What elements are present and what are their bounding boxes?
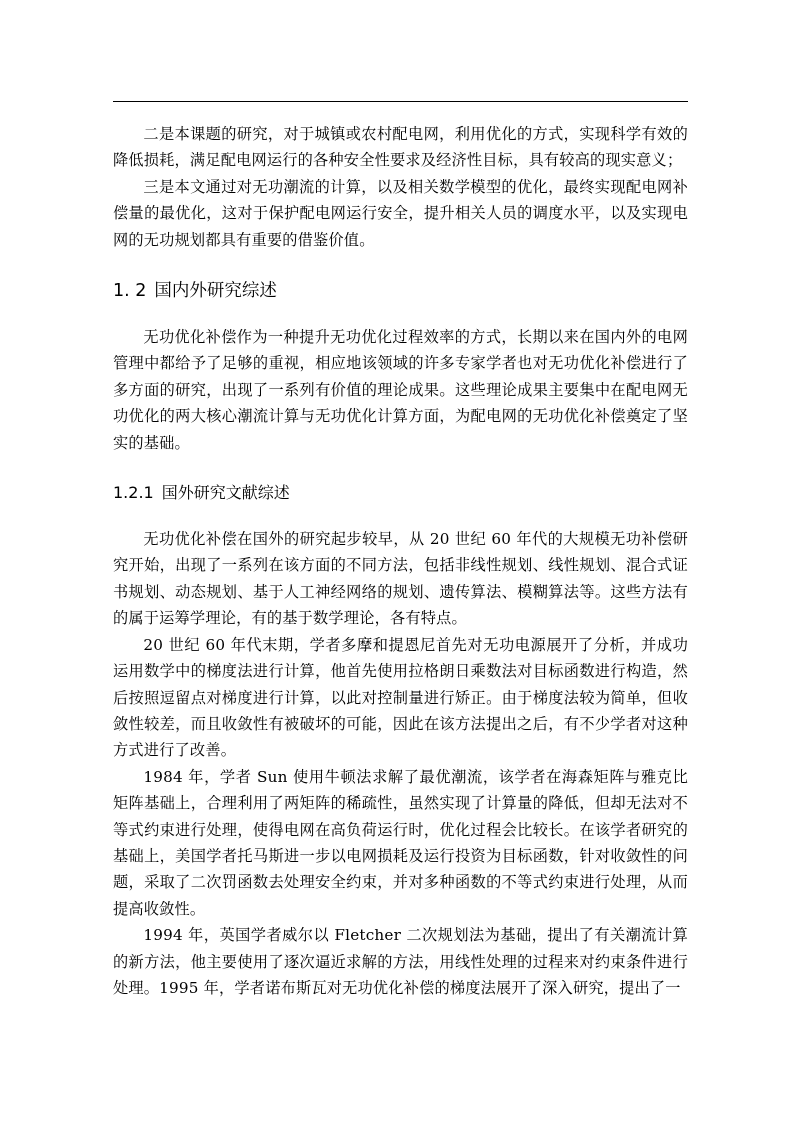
paragraph-point-three: 三是本文通过对无功潮流的计算，以及相关数学模型的优化，最终实现配电网补偿量的最优化，这对于保护配电网运行安全，提升相关人员的调度水平，以及实现电网的无功规划都具有重要的借鉴价值。	[113, 177, 688, 249]
header-rule	[113, 101, 688, 102]
paragraph-foreign-1: 无功优化补偿在国外的研究起步较早，从 20 世纪 60 年代的大规模无功补偿研究开始，出现了一系列在该方面的不同方法，包括非线性规划、线性规划、混合式证书规划、动态规划、基于人工神经网络的规划、遗传算法、模糊算法等。这些方法有的属于运筹学理论，有的基于数学理论，各有特点。	[113, 530, 688, 628]
section-heading-1-2-1	[113, 480, 688, 506]
paragraph-review-intro: 无功优化补偿作为一种提升无功优化过程效率的方式，长期以来在国内外的电网管理中都给予了足够的重视，相应地该领域的许多专家学者也对无功优化补偿进行了多方面的研究，出现了一系列有价值的理论成果。这些理论成果主要集中在配电网无功优化的两大核心潮流计算与无功优化计算方面，为配电网的无功优化补偿奠定了坚实的基础。	[113, 328, 688, 452]
subsection-number: 1.2.1	[113, 483, 154, 503]
subsection-title: 国外研究文献综述	[161, 483, 290, 503]
paragraph-foreign-4: 1994 年，英国学者威尔以 Fletcher 二次规划法为基础，提出了有关潮流计算的新方法，他主要使用了逐次逼近求解的方法，用线性处理的过程来对约束条件进行处理。1995 年，学者诺布斯瓦对无功优化补偿的梯度法展开了深入研究，提出了一	[113, 926, 688, 997]
page-content	[113, 121, 688, 1001]
section-number: 1. 2	[113, 281, 147, 302]
section-title: 国内外研究综述	[154, 281, 277, 302]
paragraph-point-two: 二是本课题的研究，对于城镇或农村配电网，利用优化的方式，实现科学有效的降低损耗，满足配电网运行的各种安全性要求及经济性目标，具有较高的现实意义；	[113, 125, 688, 170]
paragraph-foreign-3: 1984 年，学者 Sun 使用牛顿法求解了最优潮流，该学者在海森矩阵与雅克比矩阵基础上，合理利用了两矩阵的稀疏性，虽然实现了计算量的降低，但却无法对不等式约束进行处理，使得电网在高负荷运行时，优化过程会比较长。在该学者研究的基础上，美国学者托马斯进一步以电网损耗及运行投资为目标函数，针对收敛性的问题，采取了二次罚函数去处理安全约束，并对多种函数的不等式约束进行处理，从而提高收敛性。	[113, 767, 688, 918]
paragraph-foreign-2: 20 世纪 60 年代末期，学者多摩和提恩尼首先对无功电源展开了分析，并成功运用数学中的梯度法进行计算，他首先使用拉格朗日乘数法对目标函数进行构造，然后按照逗留点对梯度进行计算，以此对控制量进行矫正。由于梯度法较为简单，但收敛性较差，而且收敛性有被破坏的可能，因此在该方法提出之后，有不少学者对这种方式进行了改善。	[113, 635, 688, 760]
section-heading-1-2	[113, 278, 688, 304]
